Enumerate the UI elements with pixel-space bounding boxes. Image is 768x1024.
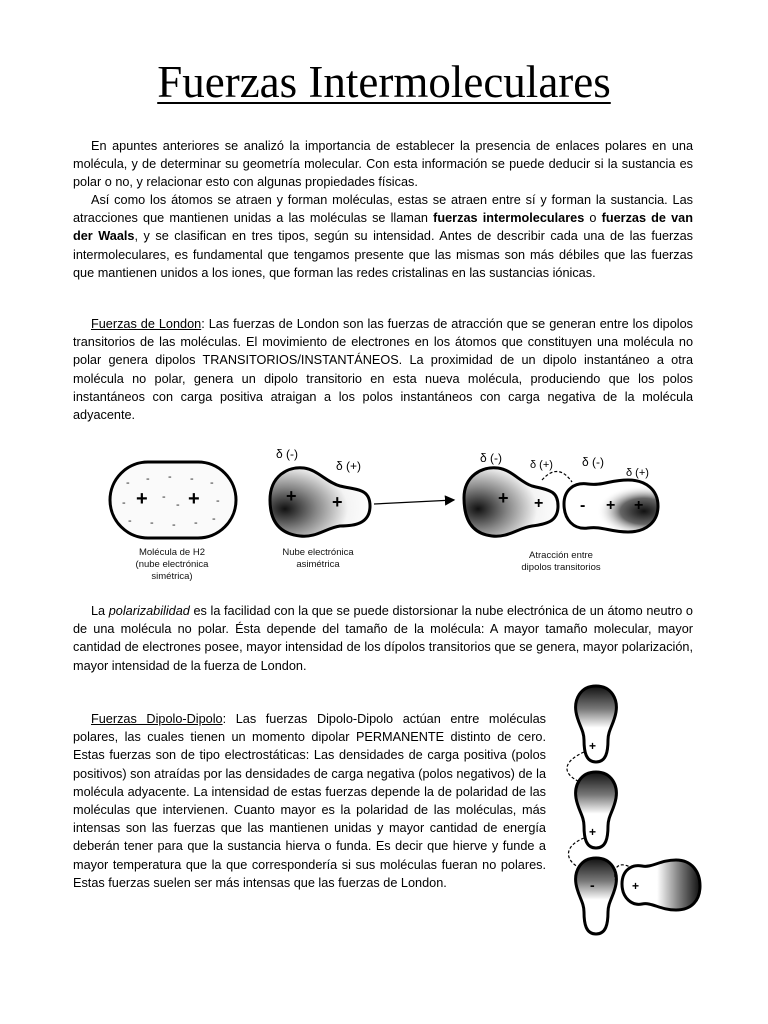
polarizability-paragraph <box>73 602 693 675</box>
caption-attraction-line2: dipolos transitorios <box>521 562 601 573</box>
plus-sign: + <box>286 486 297 506</box>
minus-sign: - <box>580 497 586 514</box>
minus-sign: - <box>194 517 198 529</box>
intro-text-d: , y se clasifican en tres tipos, según su intensidad. Antes de describir cada una de las fuerzas intermoleculares, es fundamental que tengamos presente que las mismas son más débiles que las fuerzas que mantienen unidos a los iones, que forman las redes cristalinas en las sustancias iónicas. <box>73 229 694 280</box>
delta-negative-label: δ (-) <box>480 451 503 465</box>
asymmetric-cloud-shape <box>270 468 370 537</box>
london-colon: : <box>201 317 205 331</box>
plus-sign: + <box>332 492 343 512</box>
plus-sign: + <box>606 497 616 514</box>
dipole-heading: Fuerzas Dipolo-Dipolo <box>91 712 223 726</box>
page-title: Fuerzas Intermoleculares <box>157 57 611 107</box>
minus-sign: - <box>212 513 216 525</box>
transition-arrow <box>374 500 454 504</box>
term-fuerzas-intermoleculares: fuerzas intermoleculares <box>433 211 585 226</box>
intro-text-c: o <box>584 211 602 226</box>
caption-attraction-line1: Atracción entre <box>529 550 593 561</box>
plus-sign: + <box>534 495 544 512</box>
intro-text-a: Así como los átomos se atraen y forman moléculas, estas se atraen entre sí y forman la sustancia. Las atracciones que mantienen unidas a las moléculas se llaman <box>73 193 693 226</box>
minus-sign: - <box>210 477 214 489</box>
dipole-dipole-figure <box>556 682 706 940</box>
plus-sign: + <box>589 825 597 839</box>
dipole-paragraph <box>73 710 546 892</box>
dipole-text: Las fuerzas Dipolo-Dipolo actúan entre moléculas polares, las cuales tienen un momento dipolar PERMANENTE distinto de cero. Estas fuerzas son de tipo electrostáticas: Las densidades de carga positiva (polos positivos) son atraídas por las densidades de carga negativa (polos negativos) de la molécula adyacente. La intensidad de estas fuerzas depende la de polaridad de las moléculas que intervienen. Cuanto mayor es la polaridad de las moléculas, más intensas son las fuerzas que las mantienen unidas y mayor cantidad de energía deberán tener para que la sustancia hierva o funda. Es decir que hierve y funde a mayor temperatura que la que correspondería si sus moléculas fueran no polares. Estas fuerzas suelen ser más intensas que las fuerzas de London. <box>73 712 546 890</box>
dipole-colon: : <box>222 712 227 726</box>
minus-sign: - <box>168 471 172 483</box>
minus-sign: - <box>122 497 126 509</box>
plus-sign: + <box>589 739 597 753</box>
caption-h2-line2: (nube electrónica <box>135 559 209 570</box>
caption-h2-line3: simétrica) <box>151 571 193 582</box>
minus-sign: - <box>216 495 220 507</box>
dipole-molecule-bottom-shape <box>576 858 617 934</box>
term-polarizabilidad: polarizabilidad <box>108 604 190 618</box>
polarizability-pre: La <box>91 604 109 618</box>
delta-negative-label: δ (-) <box>582 455 605 469</box>
minus-sign: - <box>172 519 176 531</box>
delta-positive-label: δ (+) <box>626 467 649 479</box>
caption-cloud-line1: Nube electrónica <box>282 547 354 558</box>
caption-h2-line1: Molécula de H2 <box>138 547 206 558</box>
london-heading: Fuerzas de London <box>91 317 202 331</box>
intro-paragraph-2 <box>73 191 693 282</box>
minus-sign: - <box>150 517 154 529</box>
plus-sign: + <box>632 879 640 893</box>
caption-cloud-line2: asimétrica <box>296 559 340 570</box>
minus-sign: - <box>176 499 180 511</box>
delta-positive-label: δ (+) <box>336 459 362 473</box>
minus-sign: - <box>146 473 150 485</box>
london-text: Las fuerzas de London son las fuerzas de atracción que se generan entre los dipolos transitorios de las moléculas. El movimiento de electrones en los átomos que constituyen una molécula no polar genera dipolos TRANSITORIOS/INSTANTÁNEOS. La proximidad de un dipolo instantáneo a otra molécula no polar, genera un dipolo transitorio en esta nueva molécula, produciendo que los polos instantáneos con carga positiva atraigan a los polos instantáneos con carga negativa de la molécula adyacente. <box>73 317 693 423</box>
minus-sign: - <box>590 877 595 893</box>
minus-sign: - <box>128 515 132 527</box>
minus-sign: - <box>190 473 194 485</box>
term-van-der-waals: fuerzas de van der Waals <box>73 211 693 244</box>
minus-sign: - <box>162 491 166 503</box>
plus-sign: + <box>498 488 509 508</box>
plus-sign: + <box>188 488 200 510</box>
plus-sign: + <box>634 497 644 514</box>
minus-sign: - <box>126 477 130 489</box>
delta-positive-label: δ (+) <box>530 459 553 471</box>
polarizability-text: es la facilidad con la que se puede distorsionar la nube electrónica de un átomo neutro o de una molécula no polar. Ésta depende del tamaño de la molécula: A mayor tamaño molecular, mayor cantidad de electrones posee, mayor intensidad de los dípolos transitorios que se genera, mayor polarización, mayor intensidad de la fuerza de London. <box>73 604 693 673</box>
attraction-dashed-curve <box>542 471 572 482</box>
london-forces-figure <box>104 440 664 590</box>
plus-sign: + <box>136 488 148 510</box>
delta-negative-label: δ (-) <box>276 447 299 461</box>
intro-paragraph-1: En apuntes anteriores se analizó la importancia de establecer la presencia de enlaces polares en una molécula, y de determinar su geometría molecular. Con esta información se puede deducir si la sustancia es polar o no, y relacionar esto con algunas propiedades físicas. <box>73 139 693 190</box>
london-paragraph <box>73 315 693 424</box>
